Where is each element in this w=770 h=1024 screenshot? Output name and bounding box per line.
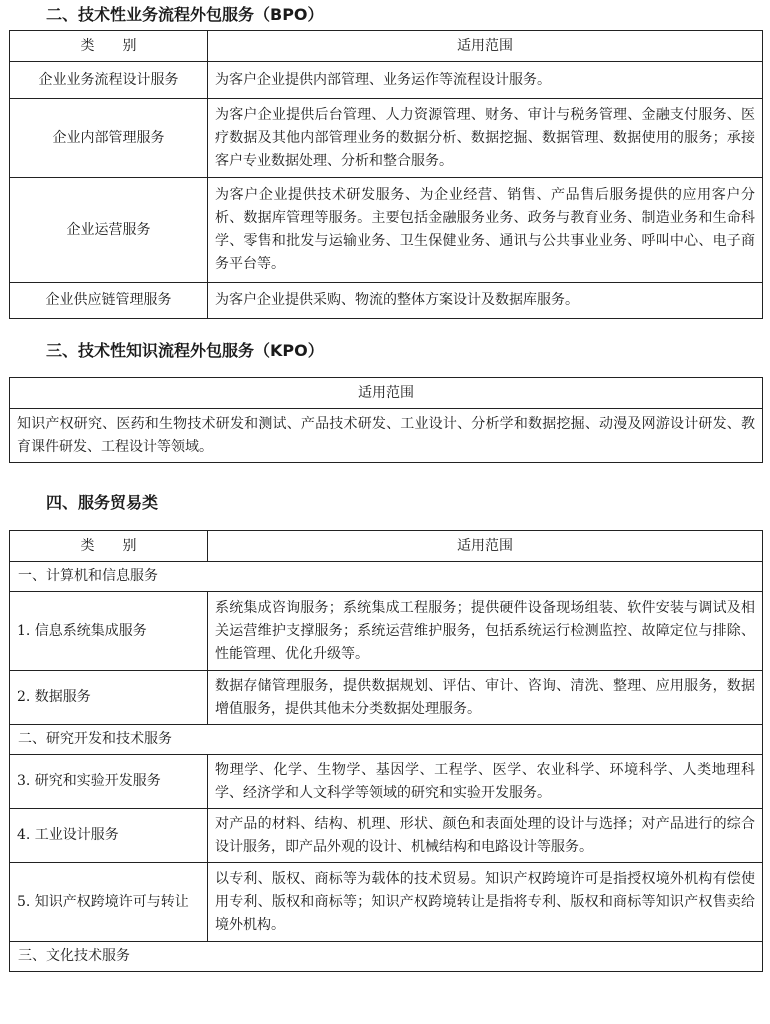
category-cell: 2. 数据服务 (10, 671, 208, 725)
category-cell: 1. 信息系统集成服务 (10, 592, 208, 671)
category-cell: 5. 知识产权跨境许可与转让 (10, 863, 208, 942)
column-header-scope: 适用范围 (208, 531, 763, 562)
section-row (10, 562, 763, 592)
column-header-scope: 适用范围 (10, 378, 763, 409)
category-cell: 企业供应链管理服务 (10, 283, 208, 319)
table-header-row (10, 31, 763, 62)
scope-cell: 数据存储管理服务，提供数据规划、评估、审计、咨询、清洗、整理、应用服务，数据增值服务，提供其他未分类数据处理服务。 (208, 671, 763, 725)
column-header-scope: 适用范围 (208, 31, 763, 62)
section-label: 一、计算机和信息服务 (10, 562, 763, 592)
scope-cell: 系统集成咨询服务；系统集成工程服务；提供硬件设备现场组装、软件安装与调试及相关运营维护支撑服务；系统运营维护服务，包括系统运行检测监控、故障定位与排除、性能管理、优化升级等。 (208, 592, 763, 671)
category-cell: 企业运营服务 (10, 178, 208, 283)
trade-table (9, 530, 763, 972)
section-row (10, 942, 763, 972)
category-cell: 3. 研究和实验开发服务 (10, 755, 208, 809)
table-row (10, 755, 763, 809)
table-row (10, 863, 763, 942)
category-cell: 4. 工业设计服务 (10, 809, 208, 863)
scope-cell: 为客户企业提供采购、物流的整体方案设计及数据库服务。 (208, 283, 763, 319)
scope-cell: 为客户企业提供技术研发服务、为企业经营、销售、产品售后服务提供的应用客户分析、数据库管理等服务。主要包括金融服务业务、政务与教育业务、制造业务和生命科学、零售和批发与运输业务、卫生保健业务、通讯与公共事业业务、呼叫中心、电子商务平台等。 (208, 178, 763, 283)
bpo-table (9, 30, 763, 319)
table-row (10, 809, 763, 863)
section-row (10, 725, 763, 755)
bpo-heading: 二、技术性业务流程外包服务（BPO） (46, 5, 324, 24)
scope-cell: 物理学、化学、生物学、基因学、工程学、医学、农业科学、环境科学、人类地理科学、经济学和人文科学等领域的研究和实验开发服务。 (208, 755, 763, 809)
scope-cell: 为客户企业提供后台管理、人力资源管理、财务、审计与税务管理、金融支付服务、医疗数据及其他内部管理业务的数据分析、数据挖掘、数据管理、数据使用的服务；承接客户专业数据处理、分析和整合服务。 (208, 99, 763, 178)
table-row (10, 409, 763, 463)
table-header-row (10, 531, 763, 562)
trade-heading: 四、服务贸易类 (46, 493, 159, 512)
table-row (10, 592, 763, 671)
scope-cell: 以专利、版权、商标等为载体的技术贸易。知识产权跨境许可是指授权境外机构有偿使用专利、版权和商标等；知识产权跨境转让是指将专利、版权和商标等知识产权售卖给境外机构。 (208, 863, 763, 942)
table-header-row (10, 378, 763, 409)
scope-cell: 对产品的材料、结构、机理、形状、颜色和表面处理的设计与选择；对产品进行的综合设计服务，即产品外观的设计、机械结构和电路设计等服务。 (208, 809, 763, 863)
category-cell: 企业业务流程设计服务 (10, 62, 208, 99)
section-label: 二、研究开发和技术服务 (10, 725, 763, 755)
section-label: 三、文化技术服务 (10, 942, 763, 972)
scope-cell: 为客户企业提供内部管理、业务运作等流程设计服务。 (208, 62, 763, 99)
category-cell: 企业内部管理服务 (10, 99, 208, 178)
table-row (10, 283, 763, 319)
kpo-table (9, 377, 763, 463)
column-header-category: 类 别 (10, 531, 208, 562)
table-row (10, 178, 763, 283)
kpo-heading: 三、技术性知识流程外包服务（KPO） (46, 341, 324, 360)
scope-cell: 知识产权研究、医药和生物技术研发和测试、产品技术研发、工业设计、分析学和数据挖掘、动漫及网游设计研发、教育课件研发、工程设计等领域。 (10, 409, 763, 463)
column-header-category: 类 别 (10, 31, 208, 62)
table-row (10, 99, 763, 178)
table-row (10, 671, 763, 725)
table-row (10, 62, 763, 99)
